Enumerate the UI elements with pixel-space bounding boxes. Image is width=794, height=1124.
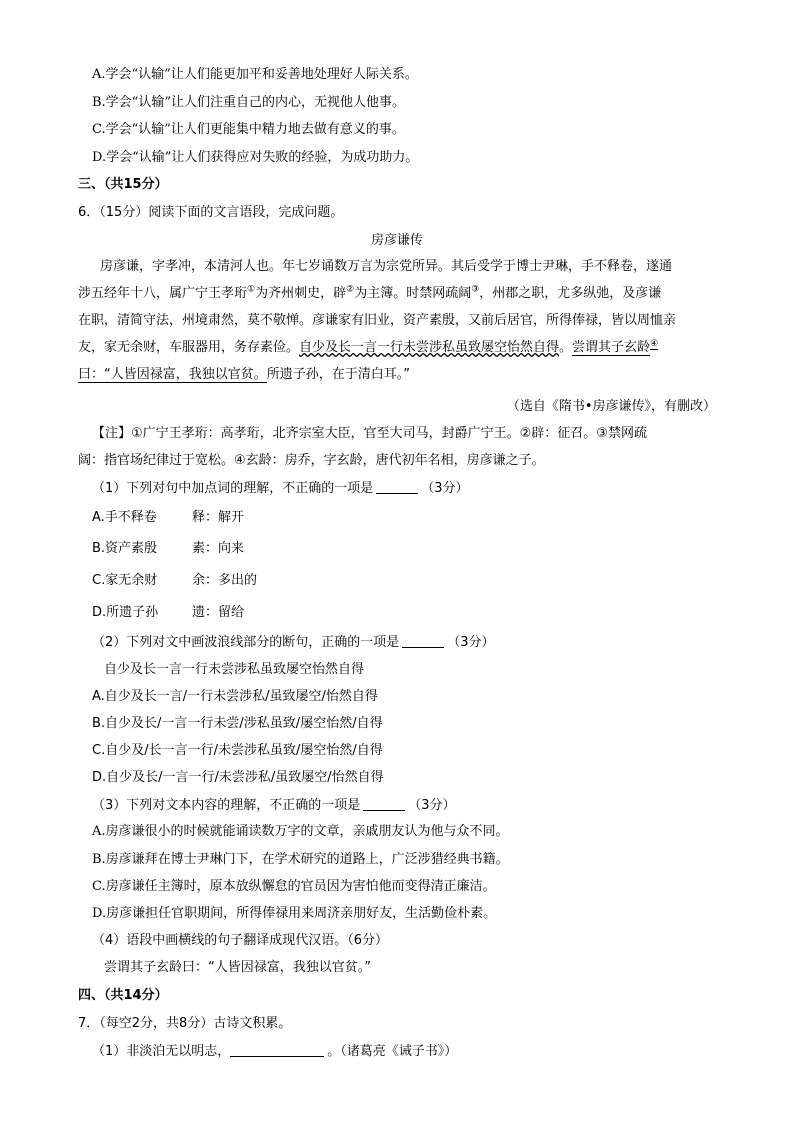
option-c-q5: C.学会“认输”让人们更能集中精力地去做有意义的事。 [92, 122, 405, 137]
q6-sub2-text: （2）下列对文中画波浪线部分的断句，正确的一项是 [92, 635, 400, 650]
passage-title: 房彦谦传 [370, 233, 423, 248]
passage-line-2a: 涉五经年十八，属广宁王孝珩 [78, 286, 248, 301]
option-gloss: 释：解开 [192, 510, 245, 525]
q6-sub2-option-d: D.自少及长/一言一行/未尝涉私/虽致屡空/怡然自得 [92, 770, 384, 785]
q6-sub3-text: （3）下列对文本内容的理解，不正确的一项是 [92, 798, 361, 813]
option-gloss: 余：多出的 [192, 573, 258, 588]
passage-line-4a: 友，家无余财，车服器用，务存素俭。 [78, 340, 300, 355]
answer-blank-1[interactable] [376, 479, 418, 494]
notes-line-1: 【注】①广宁王孝珩：高孝珩，北齐宗室大臣，官至大司马，封爵广宁王。②辟：征召。③禁网疏 [92, 426, 647, 441]
answer-blank-2[interactable] [402, 633, 444, 648]
notes-line-2: 阔：指官场纪律过于宽松。④玄龄：房乔，字玄龄，唐代初年名相，房彦谦之子。 [78, 453, 545, 468]
option-gloss: 遗：留给 [192, 605, 245, 620]
q6-sub3-option-d: D.房彦谦担任官职期间，所得俸禄用来周济亲朋好友，生活勤俭朴素。 [92, 906, 497, 921]
option-d-q5: D.学会“认输”让人们获得应对失败的经验，为成功助力。 [92, 150, 419, 165]
wavy-underlined-sentence: 自少及长一言一行未尝涉私虽致屡空怡然自得 [299, 340, 560, 355]
q6-sub3-score: （3分） [408, 798, 456, 813]
passage-line-5b: 所遗子孙，在于清白耳。” [266, 367, 410, 382]
q6-sub3-option-a: A.房彦谦很小的时候就能诵读数万字的文章，亲戚朋友认为他与众不同。 [92, 824, 509, 839]
q6-sub4-stem: （4）语段中画横线的句子翻译成现代汉语。（6分） [92, 933, 389, 948]
option-label: D.所遗子孙 [92, 605, 159, 620]
q6-sub1-stem [92, 479, 469, 498]
passage-line-2b: 为齐州刺史，辟 [255, 286, 347, 301]
underlined-sentence-part-2: 曰：“人皆因禄富，我独以官贫。 [78, 367, 267, 382]
answer-blank-3[interactable] [363, 796, 405, 811]
q7-sub1 [92, 1042, 457, 1061]
passage-line-2d: ，州郡之职，尤多纵弛，及彦谦 [479, 286, 662, 301]
section-4-heading: 四、（共14分） [78, 988, 168, 1003]
q7-sub1-text: （1）非淡泊无以明志， [92, 1044, 231, 1059]
option-label: A.手不释卷 [92, 510, 157, 525]
passage-line-4b: 。 [559, 340, 573, 355]
q6-sub1-option-c [92, 572, 257, 590]
option-label: C.家无余财 [92, 573, 158, 588]
q6-sub2-option-b: B.自少及长/一言一行未尝/涉私虽致/屡空怡然/自得 [92, 716, 383, 731]
note-ref-3: ③ [471, 284, 480, 295]
note-ref-2: ② [346, 284, 355, 295]
q6-sub3-option-b: B.房彦谦拜在博士尹琳门下，在学术研究的道路上，广泛涉猎经典书籍。 [92, 852, 509, 867]
q6-intro: 6．（15分）阅读下面的文言语段，完成问题。 [78, 205, 344, 220]
q6-sub2-sentence: 自少及长一言一行未尝涉私虽致屡空怡然自得 [104, 662, 365, 677]
passage-line-3: 在职，清简守法，州境肃然，莫不敬惮。彦谦家有旧业，资产素殷，又前后居官，所得俸禄，皆以周恤亲 [78, 313, 677, 328]
q6-sub2-option-c: C.自少及/长一言一行/未尝涉私虽致/屡空怡然/自得 [92, 743, 383, 758]
q6-sub1-option-d [92, 604, 244, 622]
option-a-q5: A.学会“认输”让人们能更加平和妥善地处理好人际关系。 [92, 67, 418, 82]
passage-line-2c: 为主簿。时禁网疏阔 [354, 286, 472, 301]
option-label: B.资产素殷 [92, 541, 158, 556]
section-3-heading: 三、（共15分） [78, 177, 168, 192]
passage-line-2 [78, 285, 661, 303]
note-ref-1: ① [247, 284, 256, 295]
passage-line-1: 房彦谦，字孝冲，本清河人也。年七岁诵数万言为宗党所异。其后受学于博士尹琳，手不释卷，遂通 [100, 259, 673, 274]
q6-sub2-score: （3分） [447, 635, 495, 650]
option-gloss: 素：向来 [192, 541, 245, 556]
q6-sub4-sentence: 尝谓其子玄龄曰：“人皆因禄富，我独以官贫。” [104, 960, 371, 975]
q6-sub1-option-b [92, 540, 244, 558]
passage-line-4 [78, 339, 658, 357]
option-b-q5: B.学会“认输”让人们注重自己的内心，无视他人他事。 [92, 95, 405, 110]
note-ref-4: ④ [650, 338, 659, 349]
passage-line-5 [78, 366, 410, 384]
underlined-sentence-part-1: 尝谓其子玄龄 [572, 340, 651, 355]
q6-sub1-option-a [92, 509, 244, 527]
q6-sub2-stem [92, 633, 495, 652]
q6-sub3-stem [92, 796, 456, 815]
q6-sub2-option-a: A.自少及长一言/一行未尝涉私/虽致屡空/怡然自得 [92, 689, 378, 704]
q7-sub1-source: 。（诸葛亮《诫子书》） [327, 1044, 458, 1059]
answer-blank-4[interactable] [230, 1042, 324, 1057]
q6-sub1-score: （3分） [421, 481, 469, 496]
q7-intro: 7．（每空2分，共8分）古诗文积累。 [78, 1016, 292, 1031]
passage-source: （选自《隋书•房彦谦传》，有删改） [506, 399, 716, 414]
q6-sub3-option-c: C.房彦谦任主簿时，原本放纵懈怠的官员因为害怕他而变得清正廉洁。 [92, 879, 496, 894]
q6-sub1-text: （1）下列对句中加点词的理解，不正确的一项是 [92, 481, 374, 496]
